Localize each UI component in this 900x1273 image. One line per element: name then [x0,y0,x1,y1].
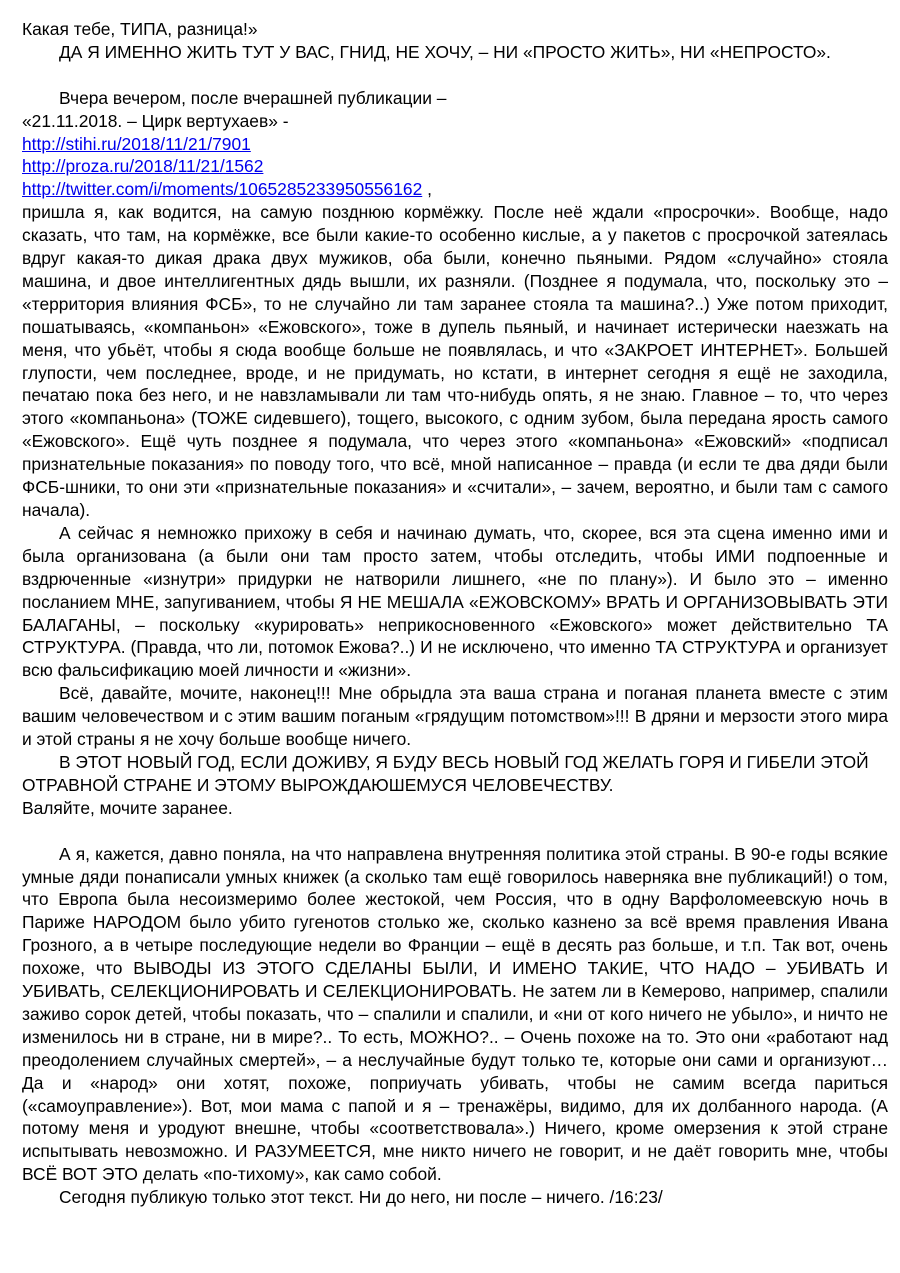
link-twitter[interactable]: http://twitter.com/i/moments/1065285233950556162 [22,179,423,200]
paragraph-shout: ДА Я ИМЕННО ЖИТЬ ТУТ У ВАС, ГНИД, НЕ ХОЧУ, – НИ «ПРОСТО ЖИТЬ», НИ «НЕПРОСТО». [59,41,831,62]
paragraph-go-ahead: Валяйте, мочите заранее. [22,797,233,818]
paragraph-new-year: В ЭТОТ НОВЫЙ ГОД, ЕСЛИ ДОЖИВУ, Я БУДУ ВЕСЬ НОВЫЙ ГОД ЖЕЛАТЬ ГОРЯ И ГИБЕЛИ ЭТОЙ ОТРАВНОЙ СТРАНЕ И ЭТОМУ ВЫРОЖДАЮШЕМУСЯ ЧЕЛОВЕЧЕСТВУ. [22,751,869,795]
paragraph-yesterday: Вчера вечером, после вчерашней публикации – [59,87,447,108]
link-line-stihi [22,133,888,156]
paragraph-intro-quote: Какая тебе, ТИПА, разница!» [22,19,258,39]
link-line-twitter [22,178,888,201]
paragraph-politics: А я, кажется, давно поняла, на что направлена внутренняя политика этой страны. В 90-е годы всякие умные дяди понаписали умных книжек (а сколько там ещё говорилось наверняка вне публикаций!) о том, что Европа была несоизмеримо более жестокой, чем Россия, что в одну Варфоломеевскую ночь в Париже НАРОДОМ было убито гугенотов столько же, сколько казнено за всё время правления Ивана Грозного, а в четыре последующие недели во Франции – ещё в десять раз больше, и т.п. Так вот, очень похоже, что ВЫВОДЫ ИЗ ЭТОГО СДЕЛАНЫ БЫЛИ, И ИМЕНО ТАКИЕ, ЧТО НАДО – УБИВАТЬ И УБИВАТЬ, СЕЛЕКЦИОНИРОВАТЬ И СЕЛЕКЦИОНИРОВАТЬ. Не затем ли в Кемерово, например, спалили заживо сорок детей, чтобы показать, что – спалили и спалили, и «ни от кого ничего не убыло», и ничто не изменилось ни в стране, ни в мире?.. То есть, МОЖНО?.. – Очень похоже на то. Это они «работают над преодолением случайных смертей», – а неслучайные будут только те, которые они сами и организуют… Да и «народ» они хотят, похоже, поприучать убивать, чтобы не самим всегда париться («самоуправление»). Вот, мои мама с папой и я – тренажёры, видимо, для их долбанного народа. (А потому меня и уродуют внешне, чтобы «соответствовала».) Ничего, кроме омерзения к этой стране испытывать невозможно. И РАЗУМЕЕТСЯ, мне никто ничего не говорит, и не даёт говорить мне, чтобы ВСЁ ВОТ ЭТО делать «по-тихому», как само собой. [22,843,888,1185]
link-trailing-comma: , [422,179,432,200]
paragraph-feeding-story: пришла я, как водится, на самую позднюю кормёжку. После неё ждали «просрочки». Вообще, надо сказать, что там, на кормёжке, все были какие-то особенно кислые, а у пакетов с просрочкой затеялась вдруг какая-то дикая драка двух мужиков, оба были, конечно пьяными. Рядом «случайно» стояла машина, и двое интеллигентных дядь вышли, их разняли. (Позднее я подумала, что, поскольку это – «территория влияния ФСБ», то не случайно ли там заранее стояла та машина?..) Уже потом приходит, пошатываясь, «компаньон» «Ежовского», тоже в дупель пьяный, и начинает истерически наезжать на меня, что убьёт, чтобы я сюда вообще больше не появлялась, и что «ЗАКРОЕТ ИНТЕРНЕТ». Большей глупости, чем последнее, вроде, и не придумать, но кстати, в интернет сегодня я ещё не заходила, печатаю пока без него, и не навзламывали ли там что-нибудь опять, я не знаю. Главное – то, что через этого «компаньона» (ТОЖЕ сидевшего), тощего, высокого, с одним зубом, была передана ярость самого «Ежовского». Ещё чуть позднее я подумала, что через этого «компаньона» «Ежовский» «подписал признательные показания» по поводу того, что всё, мной написанное – правда (и если те два дяди были ФСБ-шники, то они эти «признательные показания» и «считали», – зачем, вероятно, и были там с самого начала). [22,202,888,521]
document-page [22,18,888,1209]
paragraph-closing: Сегодня публикую только этот текст. Ни до него, ни после – ничего. /16:23/ [59,1187,663,1208]
spacer [22,64,888,87]
link-line-proza [22,155,888,178]
link-proza[interactable]: http://proza.ru/2018/11/21/1562 [22,156,264,177]
link-stihi[interactable]: http://stihi.ru/2018/11/21/7901 [22,133,251,154]
publication-title: «21.11.2018. – Цирк вертухаев» - [22,110,289,131]
paragraph-enough: Всё, давайте, мочите, наконец!!! Мне обрыдла эта ваша страна и поганая планета вместе с этим вашим человечеством и с этим вашим поганым «грядущим потомством»!!! В дряни и мерзости этого мира и этой страны я не хочу больше вообще ничего. [22,683,888,750]
paragraph-reflection: А сейчас я немножко прихожу в себя и начинаю думать, что, скорее, вся эта сцена именно ими и была организована (а были они там просто затем, чтобы отследить, чтобы ИМИ подпоенные и вздрюченные «изнутри» придурки не натворили лишнего, «не по плану»). И было это – именно посланием МНЕ, запугиванием, чтобы Я НЕ МЕШАЛА «ЕЖОВСКОМУ» ВРАТЬ И ОРГАНИЗОВЫВАТЬ ЭТИ БАЛАГАНЫ, – поскольку «курировать» неприкосновенного «Ежовского» может действительно ТА СТРУКТУРА. (Правда, что ли, потомок Ежова?..) И не исключено, что именно ТА СТРУКТУРА и организует всю фальсификацию моей личности и «жизни». [22,522,888,681]
spacer [22,820,888,843]
